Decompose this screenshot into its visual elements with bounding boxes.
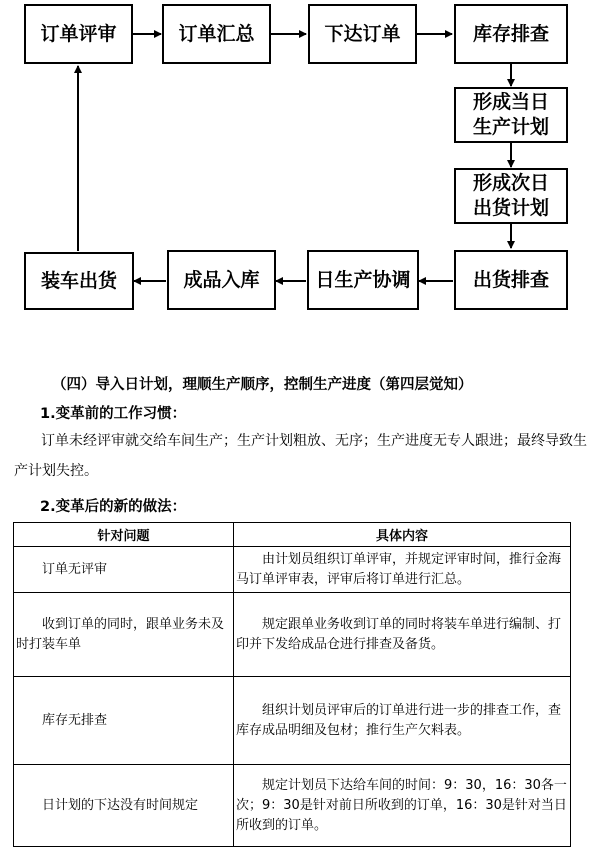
row-issue: 库存无排查 xyxy=(14,677,234,765)
after-heading: 2.变革后的新的做法： xyxy=(40,499,187,515)
step-issue-order: 下达订单 xyxy=(308,4,417,64)
table-row xyxy=(14,765,571,847)
table-row xyxy=(14,677,571,765)
table-row xyxy=(14,593,571,677)
section-title: （四）导入日计划，理顺生产顺序，控制生产进度（第四层觉知） xyxy=(52,377,473,393)
before-heading: 1.变革前的工作习惯： xyxy=(40,406,187,422)
step-loading-shipping: 装车出货 xyxy=(24,252,134,310)
step-next-day-shipping-plan: 形成次日 出货计划 xyxy=(454,168,568,224)
improvement-table xyxy=(13,522,571,847)
step-daily-production-plan: 形成当日 生产计划 xyxy=(454,87,568,143)
step-warehousing: 成品入库 xyxy=(167,250,276,310)
row-detail: 规定计划员下达给车间的时间：9：30，16：30各一次；9：30是针对前日所收到的订单，16：30是针对当日所收到的订单。 xyxy=(234,765,571,847)
step-order-summary: 订单汇总 xyxy=(162,4,271,64)
row-issue: 订单无评审 xyxy=(14,547,234,593)
row-issue: 日计划的下达没有时间规定 xyxy=(14,765,234,847)
step-order-review: 订单评审 xyxy=(24,4,133,64)
header-detail: 具体内容 xyxy=(234,523,571,547)
row-detail: 规定跟单业务收到订单的同时将装车单进行编制、打印并下发给成品仓进行排查及备货。 xyxy=(234,593,571,677)
row-issue: 收到订单的同时，跟单业务未及时打装车单 xyxy=(14,593,234,677)
header-issue: 针对问题 xyxy=(14,523,234,547)
step-daily-coordination: 日生产协调 xyxy=(307,250,419,310)
step-inventory-check: 库存排查 xyxy=(454,4,568,64)
step-shipping-check: 出货排查 xyxy=(454,250,568,310)
table-row xyxy=(14,547,571,593)
table-header-row xyxy=(14,523,571,547)
row-detail: 由计划员组织订单评审，并规定评审时间，推行金海马订单评审表，评审后将订单进行汇总。 xyxy=(234,547,571,593)
row-detail: 组织计划员评审后的订单进行进一步的排查工作，查库存成品明细及包材；推行生产欠料表。 xyxy=(234,677,571,765)
before-text: 订单未经评审就交给车间生产；生产计划粗放、无序；生产进度无专人跟进；最终导致生产计划失控。 xyxy=(14,433,587,479)
